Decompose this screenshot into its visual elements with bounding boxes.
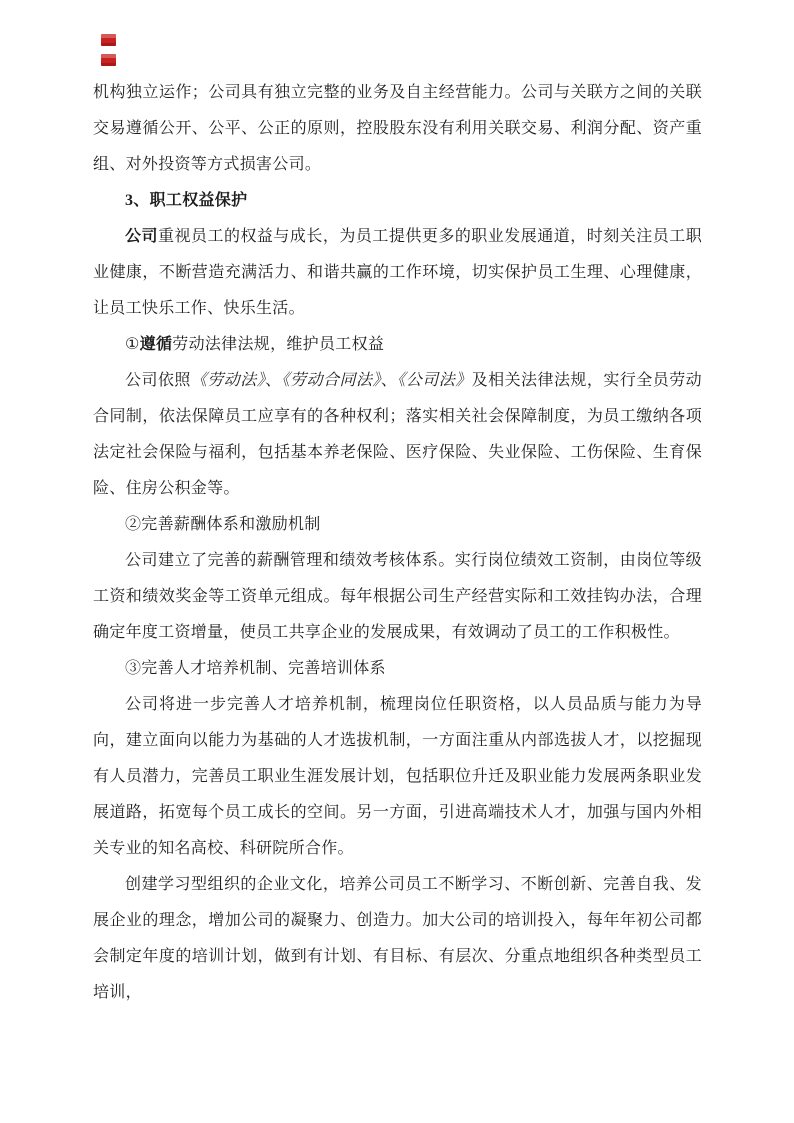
red-annotation-mark-1	[101, 34, 116, 46]
item1-bold-word: 遵循	[139, 336, 173, 353]
paragraph-labor-law	[93, 363, 702, 507]
labor-law-body: 及相关法律法规，实行全员劳动合同制，依法保障员工应享有的各种权利；落实相关社会保障制度，为员工缴纳各项法定社会保险与福利，包括基本养老保险、医疗保险、失业保险、工伤保险、生育保险、住房公积金等。	[93, 372, 702, 497]
paragraph-related-transactions: 机构独立运作；公司具有独立完整的业务及自主经营能力。公司与关联方之间的关联交易遵循公开、公平、公正的原则，控股股东没有利用关联交易、利润分配、资产重组、对外投资等方式损害公司。	[93, 84, 702, 173]
item3-title: ③完善人才培养机制、完善培训体系	[125, 660, 386, 677]
paragraph-talent-development: 公司将进一步完善人才培养机制，梳理岗位任职资格，以人员品质与能力为导向，建立面向以能力为基础的人才选拔机制，一方面注重从内部选拔人才，以挖掘现有人员潜力，完善员工职业生涯发展计划，包括职位升迁及职业能力发展两条职业发展道路，拓宽每个员工成长的空间。另一方面，引进高端技术人才，加强与国内外相关专业的知名高校、科研院所合作。	[93, 696, 702, 857]
section-heading: 3、职工权益保护	[125, 192, 248, 209]
document-content	[93, 75, 702, 1011]
law-separator-2: 、	[380, 372, 398, 389]
law-title-company-law: 《公司法》	[397, 372, 472, 389]
item2-title: ②完善薪酬体系和激励机制	[125, 516, 321, 533]
law-title-labor-contract-law: 《劳动合同法》	[281, 372, 381, 389]
red-annotation-mark-2	[101, 54, 116, 66]
law-separator-1: 、	[265, 372, 282, 389]
labor-law-intro: 公司依照	[125, 372, 191, 389]
item1-title	[93, 327, 702, 363]
paragraph-learning-culture: 创建学习型组织的企业文化，培养公司员工不断学习、不断创新、完善自我、发展企业的理念，增加公司的凝聚力、创造力。加大公司的培训投入，每年年初公司都会制定年度的培训计划，做到有计划、有目标、有层次、分重点地组织各种类型员工培训，	[93, 876, 702, 1001]
paragraph-employee-overview	[93, 219, 702, 327]
paragraph-salary-system: 公司建立了完善的薪酬管理和绩效考核体系。实行岗位绩效工资制，由岗位等级工资和绩效奖金等工资单元组成。每年根据公司生产经营实际和工效挂钩办法，合理确定年度工资增量，使员工共享企业的发展成果，有效调动了员工的工作积极性。	[93, 552, 702, 641]
item1-number: ①	[125, 336, 140, 353]
paragraph-employee-overview-text: 重视员工的权益与成长，为员工提供更多的职业发展通道，时刻关注员工职业健康，不断营造充满活力、和谐共赢的工作环境，切实保护员工生理、心理健康，让员工快乐工作、快乐生活。	[93, 228, 702, 317]
item1-title-text: 劳动法律法规，维护员工权益	[172, 336, 385, 353]
law-title-labor-law: 《劳动法》	[190, 372, 266, 389]
bold-lead-company: 公司	[125, 228, 158, 245]
